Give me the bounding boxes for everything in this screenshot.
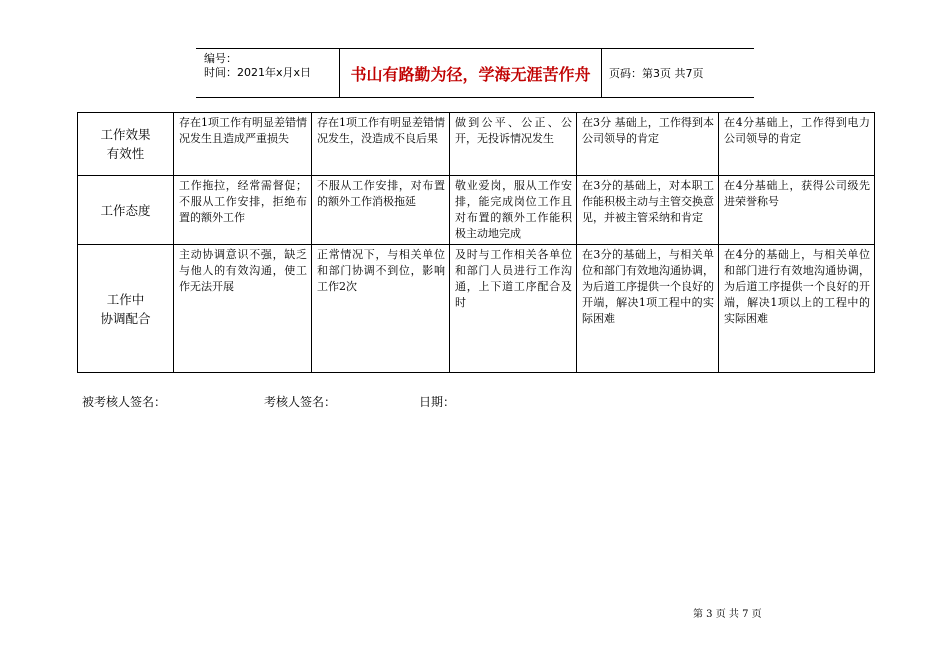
criteria-cell: 在4分的基础上，与相关单位和部门进行有效地沟通协调，为后道工序提供一个良好的开端，解决1项以上的工程中的实际困难 [719, 245, 875, 373]
criteria-cell: 在3分的基础上，与相关单位和部门有效地沟通协调，为后道工序提供一个良好的开端，解决1项工程中的实际困难 [577, 245, 719, 373]
criteria-cell: 在3分的基础上，对本职工作能积极主动与主管交换意见，并被主管采纳和肯定 [577, 176, 719, 245]
assessor-signature-label: 考核人签名： [264, 395, 337, 409]
row-label: 工作中 协调配合 [78, 245, 174, 373]
criteria-cell: 工作拖拉，经常需督促；不服从工作安排，拒绝布置的额外工作 [174, 176, 312, 245]
criteria-cell: 存在1项工作有明显差错情况发生，没造成不良后果 [312, 113, 450, 176]
table-row [78, 245, 875, 373]
table-row [78, 113, 875, 176]
document-number-label: 编号： [204, 52, 237, 65]
criteria-cell: 存在1项工作有明显差错情况发生且造成严重损失 [174, 113, 312, 176]
row-label: 工作效果 有效性 [78, 113, 174, 176]
criteria-cell: 正常情况下，与相关单位和部门协调不到位，影响工作2次 [312, 245, 450, 373]
criteria-cell: 在3分 基础上，工作得到本公司领导的肯定 [577, 113, 719, 176]
row-label: 工作态度 [78, 176, 174, 245]
criteria-cell: 在4分基础上，工作得到电力公司领导的肯定 [719, 113, 875, 176]
criteria-cell: 不服从工作安排，对布置的额外工作消极拖延 [312, 176, 450, 245]
page-footer: 第 3 页 共 7 页 [693, 609, 762, 620]
assessment-table [77, 112, 875, 373]
criteria-cell: 在4分基础上，获得公司级先进荣誉称号 [719, 176, 875, 245]
date-label: 日期： [419, 395, 456, 409]
table-row [78, 176, 875, 245]
header-page-info: 页码：第3页 共7页 [609, 67, 704, 80]
criteria-cell: 及时与工作相关各单位和部门人员进行工作沟通，上下道工序配合及时 [450, 245, 577, 373]
document-time-label: 时间：2021年x月x日 [204, 66, 312, 79]
assessee-signature-label: 被考核人签名： [82, 395, 167, 409]
header-motto: 书山有路勤为径，学海无涯苦作舟 [340, 49, 602, 97]
criteria-cell: 敬业爱岗，服从工作安排，能完成岗位工作且对布置的额外工作能积极主动地完成 [450, 176, 577, 245]
criteria-cell: 做到公平、公正、公开，无投诉情况发生 [450, 113, 577, 176]
page-header [196, 48, 754, 98]
header-info-cell [196, 49, 340, 97]
criteria-cell: 主动协调意识不强，缺乏与他人的有效沟通，使工作无法开展 [174, 245, 312, 373]
